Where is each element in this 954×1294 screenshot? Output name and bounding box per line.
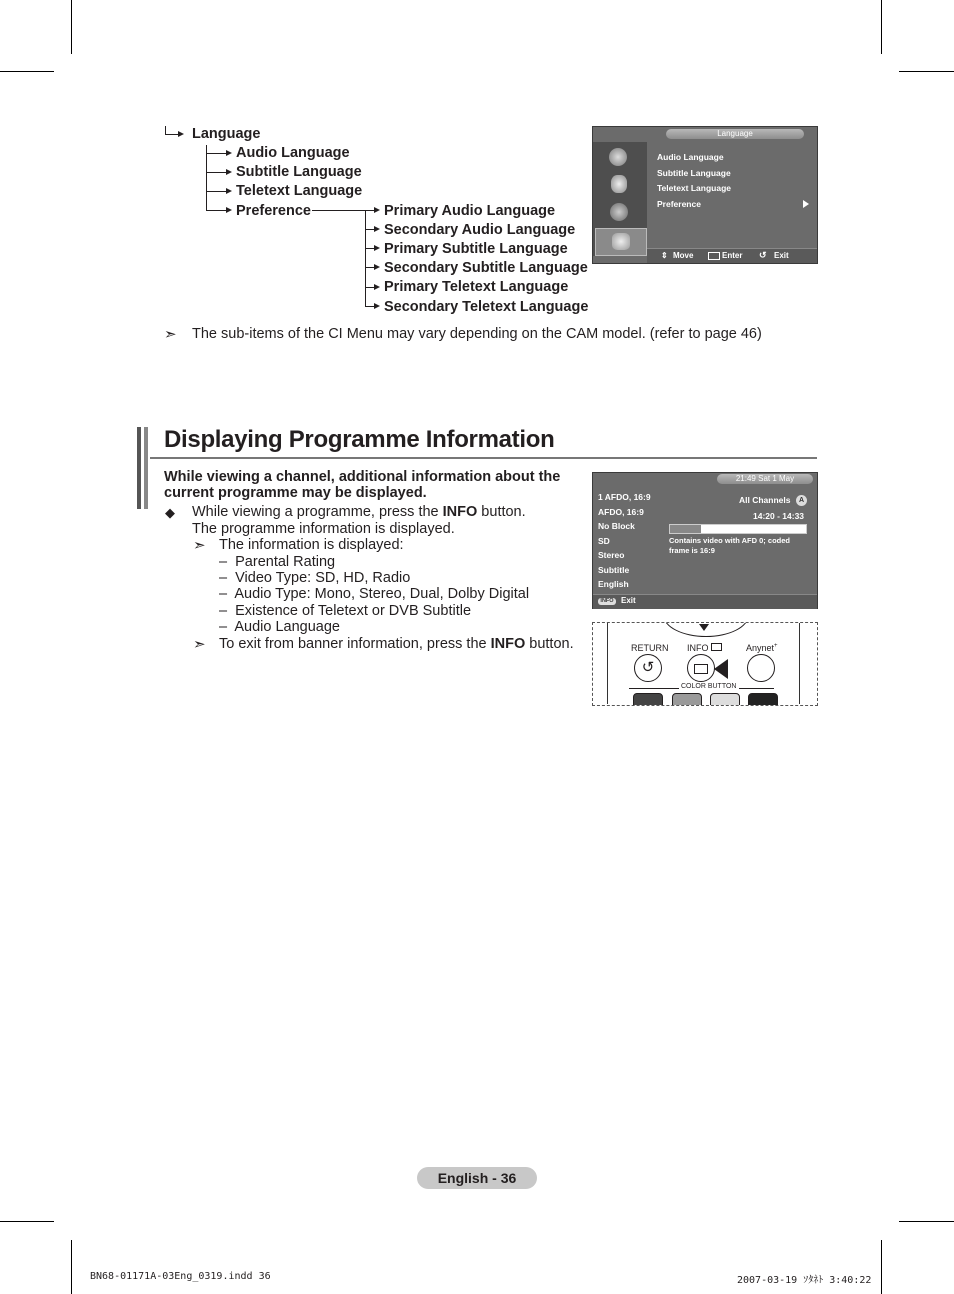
section-intro: While viewing a channel, additional information about the current programme may be displayed. xyxy=(164,469,561,501)
footer-exit: Exit xyxy=(774,251,789,260)
heading-bar xyxy=(144,427,148,509)
sound-icon xyxy=(611,175,627,193)
note-arrow-icon: ➣ xyxy=(193,537,206,554)
down-arrow-icon xyxy=(699,624,709,631)
tree-item: Audio Language xyxy=(236,145,350,161)
note-ci: The sub-items of the CI Menu may vary depending on the CAM model. (refer to page 46) xyxy=(192,326,762,342)
pointer-icon xyxy=(714,659,728,679)
tree-item: Subtitle Language xyxy=(236,164,362,180)
info-line: 1 AFDO, 16:9 xyxy=(598,492,651,502)
icon-column xyxy=(593,142,647,256)
anynet-button[interactable] xyxy=(747,654,775,682)
note-info-displayed: The information is displayed: xyxy=(219,537,404,553)
info-line: English xyxy=(598,579,629,589)
note-arrow-icon: ➣ xyxy=(193,636,206,653)
red-button[interactable] xyxy=(633,693,663,706)
screen-title: Language xyxy=(666,129,804,139)
tree-root: Language xyxy=(192,126,261,142)
crop-mark xyxy=(899,71,954,72)
slug-date: 2007-03-19 ｿﾀﾈﾄ 3:40:22 xyxy=(737,1275,872,1286)
submenu-arrow-icon xyxy=(803,200,809,208)
tree-subitem: Secondary Audio Language xyxy=(384,222,576,238)
note-exit: To exit from banner information, press the INFO button. xyxy=(219,636,574,652)
progress-fill xyxy=(670,525,701,533)
tree-subitem: Primary Audio Language xyxy=(384,203,556,219)
picture-icon xyxy=(609,148,627,166)
note-arrow-icon: ➣ xyxy=(164,326,177,343)
return-icon: ↺ xyxy=(759,250,767,260)
return-button[interactable]: ↺ xyxy=(634,654,662,682)
menu-item: Teletext Language xyxy=(657,183,731,193)
remote-illustration xyxy=(592,622,818,706)
antenna-badge: A xyxy=(796,495,807,506)
footer-exit: Exit xyxy=(621,596,636,605)
tree-subitem: Secondary Subtitle Language xyxy=(384,260,588,276)
info-item: – Video Type: SD, HD, Radio xyxy=(219,570,411,586)
info-line: Stereo xyxy=(598,550,625,560)
channel-list: All Channels xyxy=(739,495,791,505)
tree-item: Teletext Language xyxy=(236,183,363,199)
green-button[interactable] xyxy=(672,693,702,706)
crop-mark xyxy=(71,1240,72,1294)
crop-mark xyxy=(881,0,882,54)
heading-rule xyxy=(150,457,817,459)
menu-item: Preference xyxy=(657,199,701,209)
anynet-label: Anynet+ xyxy=(746,643,778,653)
blue-button[interactable] xyxy=(748,693,778,706)
info-banner-screen xyxy=(592,472,818,609)
tree-subitem: Primary Teletext Language xyxy=(384,279,569,295)
info-item: – Audio Language xyxy=(219,619,340,635)
menu-item: Subtitle Language xyxy=(657,168,731,178)
screen-footer xyxy=(647,248,817,263)
return-label: RETURN xyxy=(631,643,669,653)
crop-mark xyxy=(881,1240,882,1294)
programme-progress xyxy=(669,524,807,534)
info-line: No Block xyxy=(598,521,635,531)
crop-mark xyxy=(71,0,72,54)
tree-subitem: Secondary Teletext Language xyxy=(384,299,589,315)
channel-icon xyxy=(610,203,628,221)
info-line: SD xyxy=(598,536,610,546)
info-button[interactable] xyxy=(687,654,715,682)
slug-file: BN68-01171A-03Eng_0319.indd 36 xyxy=(90,1271,271,1282)
tree-subitem: Primary Subtitle Language xyxy=(384,241,568,257)
page-number: English - 36 xyxy=(417,1167,537,1189)
info-item: – Existence of Teletext or DVB Subtitle xyxy=(219,603,472,619)
diamond-bullet-icon: ◆ xyxy=(165,505,175,520)
heading-bar xyxy=(137,427,141,509)
yellow-button[interactable] xyxy=(710,693,740,706)
color-button-label: COLOR BUTTON xyxy=(681,683,737,690)
crop-mark xyxy=(0,1221,54,1222)
info-item: – Parental Rating xyxy=(219,554,336,570)
info-key-icon: INFO xyxy=(598,598,616,605)
info-item: – Audio Type: Mono, Stereo, Dual, Dolby Digital xyxy=(219,586,530,602)
banner-footer xyxy=(593,594,817,609)
enter-icon xyxy=(708,252,720,260)
footer-move: Move xyxy=(673,251,694,260)
step-1: While viewing a programme, press the INFO button. xyxy=(192,504,526,520)
footer-enter: Enter xyxy=(722,251,743,260)
crop-mark xyxy=(0,71,54,72)
info-line: Subtitle xyxy=(598,565,630,575)
step-1-line2: The programme information is displayed. xyxy=(192,521,455,537)
info-line: AFDO, 16:9 xyxy=(598,507,644,517)
info-label: INFO xyxy=(687,643,722,653)
language-menu-screen xyxy=(592,126,818,264)
time-range: 14:20 - 14:33 xyxy=(753,511,805,521)
tree-item: Preference xyxy=(236,203,311,219)
section-title: Displaying Programme Information xyxy=(164,426,555,453)
menu-item: Audio Language xyxy=(657,152,724,162)
programme-description: Contains video with AFD 0; coded frame is 16:9 xyxy=(669,536,790,555)
crop-mark xyxy=(899,1221,954,1222)
move-icon: ⇕ xyxy=(661,251,668,260)
setup-icon-selected xyxy=(595,228,647,256)
clock: 21:49 Sat 1 May xyxy=(717,474,813,484)
